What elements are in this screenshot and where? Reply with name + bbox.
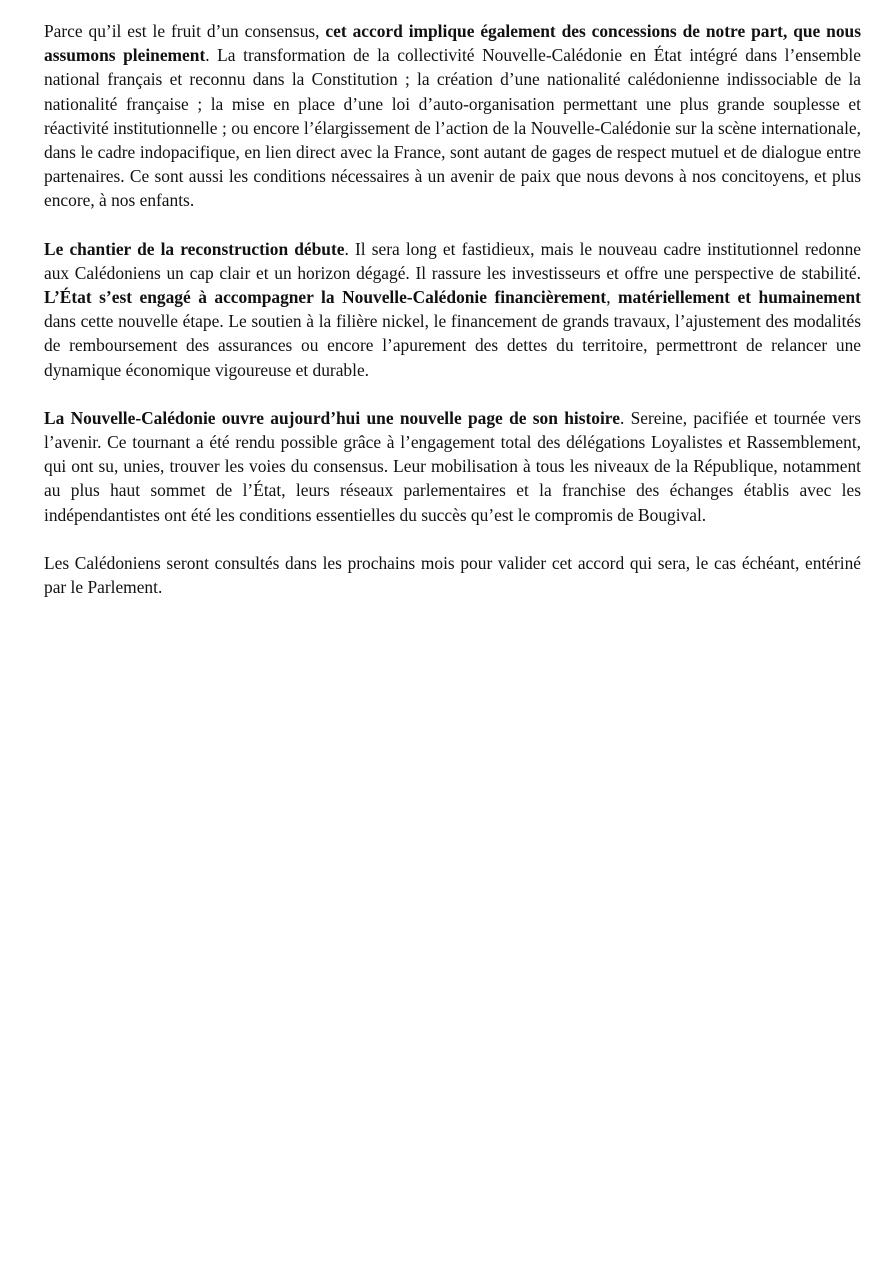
text-run: Les Calédoniens seront consultés dans les prochains mois pour valider cet accord qui sera, le cas échéant, entériné par le Parlement. xyxy=(44,552,861,598)
text-run: Parce qu’il est le fruit d’un consensus, xyxy=(44,21,326,41)
bold-text-run: cet accord implique également des concessions de notre part, que nous assumons pleinement xyxy=(44,21,861,66)
text-run: . Sereine, pacifiée et tournée vers l’avenir. Ce tournant a été rendu possible grâce à l’engagement total des délégations Loyalistes et Rassemblement, qui ont su, unies, trouver les voies du consensus. Leur mobilisation à tous les niveaux de la République, notamment au plus haut sommet de l’État, leurs réseaux parlementaires et la franchise des échanges établis avec les indépendantistes ont été les conditions essentielles du succès qu’est le compromis de Bougival. xyxy=(44,407,861,525)
text-run: dans cette nouvelle étape. Le soutien à la filière nickel, le financement de grands travaux, l’ajustement des modalités de remboursement des assurances ou encore l’apurement des dettes du territoire, permettront de relancer une dynamique économique vigoureuse et durable. xyxy=(44,311,861,380)
paragraph-consultation xyxy=(44,551,861,599)
paragraph-reconstruction xyxy=(44,237,861,382)
document-page xyxy=(44,19,861,623)
bold-text-run: L’État s’est engagé à accompagner la Nouvelle-Calédonie financièrement xyxy=(44,287,607,308)
text-run: , xyxy=(606,287,619,308)
paragraph-consensus xyxy=(44,19,861,213)
text-run: . Il sera long et fastidieux, mais le nouveau cadre institutionnel redonne aux Calédoniens un cap clair et un horizon dégagé. Il rassure les investisseurs et offre une perspective de stabilité. xyxy=(44,238,862,283)
bold-text-run: Le chantier de la reconstruction débute xyxy=(44,238,345,259)
paragraph-new-page xyxy=(44,406,861,527)
text-run: . La transformation de la collectivité Nouvelle-Calédonie en État intégré dans l’ensemble national français et reconnu dans la Constitution ; la création d’une nationalité calédonienne indissociable de la nationalité française ; la mise en place d’une loi d’auto-organisation permettant une plus grande souplesse et réactivité institutionnelle ; ou encore l’élargissement de l’action de la Nouvelle-Calédonie sur la scène internationale, dans le cadre indopacifique, en lien direct avec la France, sont autant de gages de respect mutuel et de dialogue entre partenaires. Ce sont aussi les conditions nécessaires à un avenir de paix que nous devons à nos concitoyens, et plus encore, à nos enfants. xyxy=(44,45,861,211)
bold-text-run: matériellement et humainement xyxy=(618,287,861,308)
bold-text-run: La Nouvelle-Calédonie ouvre aujourd’hui une nouvelle page de son histoire xyxy=(44,407,620,428)
